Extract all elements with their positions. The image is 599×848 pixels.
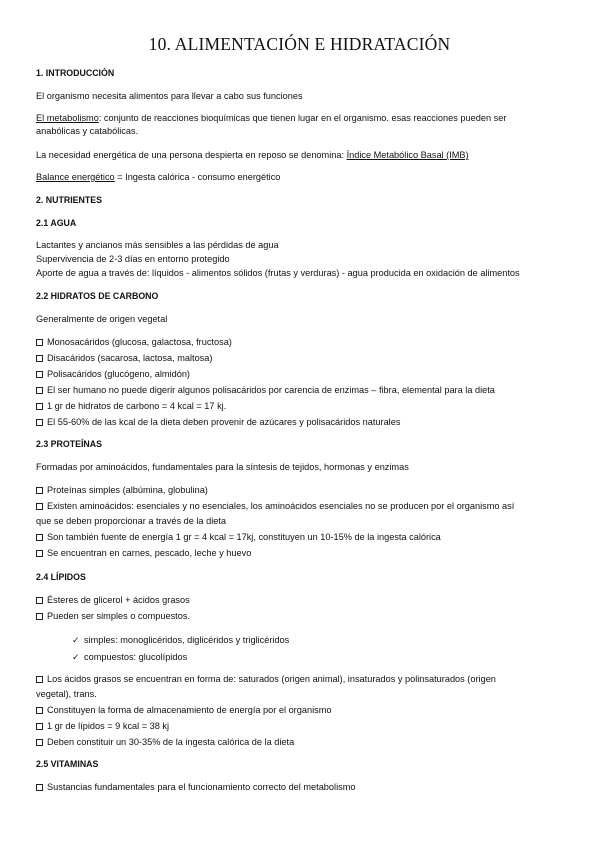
list-item (36, 386, 495, 395)
list-item-text: Monosacáridos (glucosa, galactosa, fructosa) (47, 337, 232, 347)
checkbox-bullet-icon (36, 597, 43, 604)
list-item-text: Los ácidos grasos se encuentran en forma de: saturados (origen animal), insaturados y polinsaturados (origen (47, 674, 496, 684)
list-item-text: Disacáridos (sacarosa, lactosa, maltosa) (47, 353, 213, 363)
paragraph-organismo: El organismo necesita alimentos para llevar a cabo sus funciones (36, 91, 303, 101)
list-item (36, 612, 190, 621)
list-item (36, 783, 355, 792)
list-item (36, 502, 514, 511)
heading-introduccion: 1. INTRODUCCIÓN (36, 68, 115, 78)
list-item (36, 402, 226, 411)
check-item-text: simples: monoglicéridos, diglicéridos y triglicéridos (84, 635, 290, 645)
list-item (36, 706, 331, 715)
list-item-text: Proteínas simples (albúmina, globulina) (47, 485, 208, 495)
list-item-text: Existen aminoácidos: esenciales y no esenciales, los aminoácidos esenciales no se producen por el organismo así (47, 501, 515, 511)
list-item (36, 418, 400, 427)
paragraph-metabolismo (36, 114, 506, 123)
list-item-text: El 55-60% de las kcal de la dieta deben provenir de azúcares y polisacáridos naturales (47, 417, 401, 427)
checkbox-bullet-icon (36, 387, 43, 394)
list-item (36, 675, 496, 684)
list-item (36, 738, 294, 747)
list-item-text: Sustancias fundamentales para el funcionamiento correcto del metabolismo (47, 782, 356, 792)
heading-vitaminas: 2.5 VITAMINAS (36, 759, 99, 769)
list-item-text: Polisacáridos (glucógeno, almidón) (47, 369, 190, 379)
agua-line: Supervivencia de 2-3 días en entorno protegido (36, 254, 230, 264)
checkbox-bullet-icon (36, 355, 43, 362)
checkbox-bullet-icon (36, 403, 43, 410)
list-item-text: El ser humano no puede digerir algunos polisacáridos por carencia de enzimas – fibra, elemental para la dieta (47, 385, 495, 395)
metabolismo-definition: : conjunto de reacciones bioquímicas que tienen lugar en el organismo. esas reacciones pueden ser (98, 113, 507, 123)
heading-agua: 2.1 AGUA (36, 218, 77, 228)
list-item (36, 549, 251, 558)
check-mark-icon: ✓ (72, 652, 80, 662)
list-item (36, 486, 208, 495)
term-imb: Índice Metabólico Basal (IMB) (346, 150, 469, 160)
list-item (36, 533, 441, 542)
checkbox-bullet-icon (36, 784, 43, 791)
heading-lipidos: 2.4 LÍPIDOS (36, 572, 86, 582)
hidratos-intro: Generalmente de origen vegetal (36, 314, 168, 324)
list-item (36, 354, 212, 363)
list-item (36, 596, 190, 605)
checkbox-bullet-icon (36, 707, 43, 714)
list-item-text: Ésteres de glicerol + ácidos grasos (47, 595, 190, 605)
check-mark-icon: ✓ (72, 635, 80, 645)
term-metabolismo: El metabolismo (36, 113, 99, 123)
agua-line: Aporte de agua a través de: líquidos - alimentos sólidos (frutas y verduras) - agua producida en oxidación de alimentos (36, 268, 520, 278)
proteinas-intro: Formadas por aminoácidos, fundamentales para la síntesis de tejidos, hormonas y enzimas (36, 462, 409, 472)
checkbox-bullet-icon (36, 723, 43, 730)
list-item-text: 1 gr de hidratos de carbono = 4 kcal = 17 kj. (47, 401, 227, 411)
heading-nutrientes: 2. NUTRIENTES (36, 195, 102, 205)
list-item (36, 370, 190, 379)
checkbox-bullet-icon (36, 534, 43, 541)
checkbox-bullet-icon (36, 739, 43, 746)
list-item-text: Se encuentran en carnes, pescado, leche y huevo (47, 548, 252, 558)
checkbox-bullet-icon (36, 676, 43, 683)
list-item-text: Constituyen la forma de almacenamiento de energía por el organismo (47, 705, 332, 715)
list-item-text: 1 gr de lípidos = 9 kcal = 38 kj (47, 721, 170, 731)
checkbox-bullet-icon (36, 503, 43, 510)
checkbox-bullet-icon (36, 550, 43, 557)
list-item (36, 722, 169, 731)
list-item-text: Son también fuente de energía 1 gr = 4 kcal = 17kj, constituyen un 10-15% de la ingesta calórica (47, 532, 441, 542)
list-item-cont: vegetal), trans. (36, 689, 97, 699)
heading-hidratos: 2.2 HIDRATOS DE CARBONO (36, 291, 159, 301)
checkbox-bullet-icon (36, 613, 43, 620)
list-item-text: Pueden ser simples o compuestos. (47, 611, 190, 621)
checkbox-bullet-icon (36, 419, 43, 426)
check-item (72, 653, 187, 662)
list-item-text: Deben constituir un 30-35% de la ingesta calórica de la dieta (47, 737, 295, 747)
checkbox-bullet-icon (36, 339, 43, 346)
checkbox-bullet-icon (36, 487, 43, 494)
list-item (36, 338, 232, 347)
checkbox-bullet-icon (36, 371, 43, 378)
check-item-text: compuestos: glucolípidos (84, 652, 188, 662)
balance-definition: = Ingesta calórica - consumo energético (114, 172, 281, 182)
paragraph-imb (36, 151, 469, 160)
list-item-cont: que se deben proporcionar a través de la dieta (36, 516, 227, 526)
check-item (72, 636, 289, 645)
paragraph-balance (36, 173, 280, 182)
agua-line: Lactantes y ancianos más sensibles a las pérdidas de agua (36, 240, 279, 250)
heading-proteinas: 2.3 PROTEÍNAS (36, 439, 102, 449)
imb-text: La necesidad energética de una persona despierta en reposo se denomina: (36, 150, 347, 160)
page-title: 10. ALIMENTACIÓN E HIDRATACIÓN (148, 34, 451, 54)
paragraph-metabolismo-cont: anabólicas y catabólicas. (36, 126, 139, 136)
term-balance: Balance energético (36, 172, 115, 182)
